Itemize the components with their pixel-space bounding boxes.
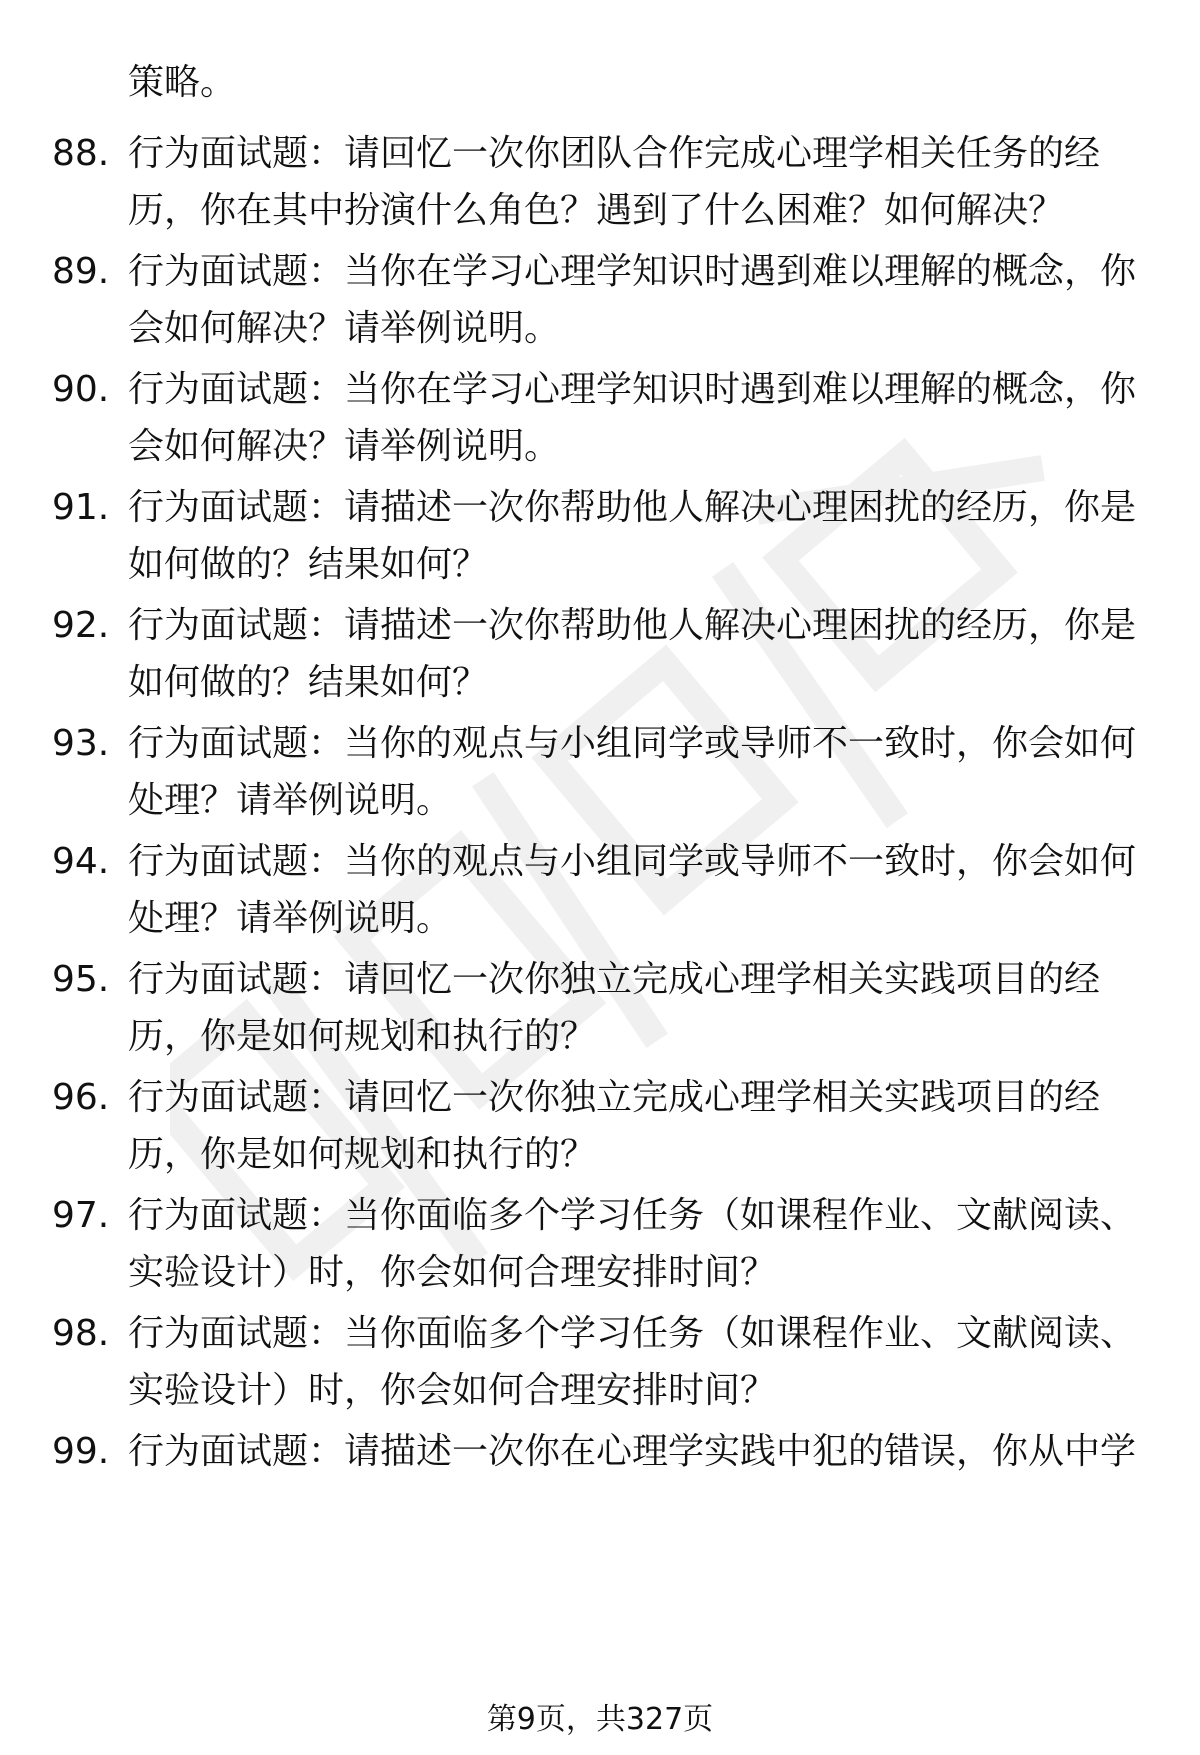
- question-number: 88.: [52, 133, 110, 174]
- question-text: [128, 1187, 1148, 1301]
- question-number: 91.: [52, 487, 110, 528]
- question-item: [52, 1305, 1152, 1419]
- question-number: 95.: [52, 959, 110, 1000]
- question-text-line: 会如何解决？请举例说明。: [128, 426, 561, 467]
- question-text-line: 行为面试题：请回忆一次你独立完成心理学相关实践项目的经: [128, 959, 1101, 1000]
- question-item: [52, 597, 1152, 711]
- question-text: [128, 1423, 1148, 1480]
- question-item: [52, 243, 1152, 357]
- question-text-line: 历，你是如何规划和执行的？: [128, 1016, 597, 1057]
- question-text-line: 行为面试题：请回忆一次你团队合作完成心理学相关任务的经: [128, 133, 1101, 174]
- question-number: 96.: [52, 1077, 110, 1118]
- question-item: [52, 1423, 1152, 1480]
- question-text-line: 行为面试题：请回忆一次你独立完成心理学相关实践项目的经: [128, 1077, 1101, 1118]
- question-text-line: 行为面试题：请描述一次你帮助他人解决心理困扰的经历，你是: [128, 487, 1137, 528]
- question-text-line: 如何做的？结果如何？: [128, 662, 489, 703]
- question-text-line: 实验设计）时，你会如何合理安排时间？: [128, 1252, 777, 1293]
- page-footer: 第9页，共327页: [486, 1702, 714, 1737]
- question-text-line: 处理？请举例说明。: [128, 898, 453, 939]
- question-text-line: 行为面试题：当你的观点与小组同学或导师不一致时，你会如何: [128, 841, 1137, 882]
- question-number: 92.: [52, 605, 110, 646]
- question-text-line: 行为面试题：请描述一次你在心理学实践中犯的错误，你从中学: [128, 1431, 1137, 1472]
- question-number: 90.: [52, 369, 110, 410]
- question-text: [128, 833, 1148, 947]
- question-text-line: 历，你是如何规划和执行的？: [128, 1134, 597, 1175]
- question-text: [128, 125, 1148, 239]
- question-text: [128, 479, 1148, 593]
- question-item: [52, 1069, 1152, 1183]
- question-item: [52, 361, 1152, 475]
- question-item: [52, 479, 1152, 593]
- question-text-line: 行为面试题：当你在学习心理学知识时遇到难以理解的概念，你: [128, 251, 1137, 292]
- question-number: 89.: [52, 251, 110, 292]
- question-text: [128, 597, 1148, 711]
- question-item: [52, 715, 1152, 829]
- question-text-line: 行为面试题：当你面临多个学习任务（如课程作业、文献阅读、: [128, 1313, 1137, 1354]
- question-text-line: 行为面试题：当你面临多个学习任务（如课程作业、文献阅读、: [128, 1195, 1137, 1236]
- question-text-line: 行为面试题：当你的观点与小组同学或导师不一致时，你会如何: [128, 723, 1137, 764]
- question-number: 93.: [52, 723, 110, 764]
- question-number: 97.: [52, 1195, 110, 1236]
- question-text: [128, 361, 1148, 475]
- question-text-line: 处理？请举例说明。: [128, 780, 453, 821]
- question-text: [128, 243, 1148, 357]
- question-text-line: 行为面试题：请描述一次你帮助他人解决心理困扰的经历，你是: [128, 605, 1137, 646]
- question-text-line: 行为面试题：当你在学习心理学知识时遇到难以理解的概念，你: [128, 369, 1137, 410]
- question-text-line: 历，你在其中扮演什么角色？遇到了什么困难？如何解决？: [128, 190, 1065, 231]
- question-text: [128, 951, 1148, 1065]
- continuation-text: 策略。: [128, 62, 237, 103]
- question-item: [52, 833, 1152, 947]
- question-text-line: 会如何解决？请举例说明。: [128, 308, 561, 349]
- question-number: 94.: [52, 841, 110, 882]
- question-text-line: 如何做的？结果如何？: [128, 544, 489, 585]
- question-number: 99.: [52, 1431, 110, 1472]
- question-item: [52, 1187, 1152, 1301]
- question-item: [52, 951, 1152, 1065]
- question-text: [128, 1069, 1148, 1183]
- question-text: [128, 1305, 1148, 1419]
- question-item: [52, 125, 1152, 239]
- question-text: [128, 715, 1148, 829]
- question-number: 98.: [52, 1313, 110, 1354]
- question-text-line: 实验设计）时，你会如何合理安排时间？: [128, 1370, 777, 1411]
